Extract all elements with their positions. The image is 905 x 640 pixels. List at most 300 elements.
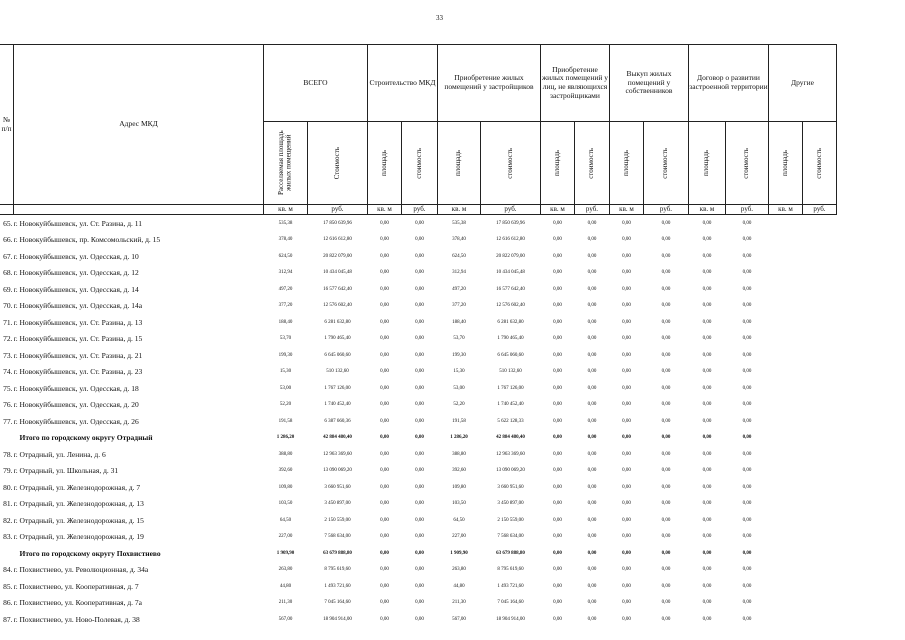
row-number: 77. <box>3 416 13 426</box>
row-value: 2 150 559,00 <box>497 517 524 523</box>
row-value: 1 790 465,40 <box>497 336 524 342</box>
row-value: 0,00 <box>661 237 671 243</box>
row-number: 70. <box>3 301 13 311</box>
row-address: г. Отрадный, ул. Школьная, д. 31 <box>13 466 119 476</box>
row-value: 44,80 <box>453 583 465 589</box>
row-empty-cell <box>803 545 837 562</box>
row-empty-cell <box>803 380 837 397</box>
row-value: 0,00 <box>380 451 389 457</box>
row-value: 0,00 <box>661 253 671 259</box>
row-value: 0,00 <box>587 435 597 441</box>
row-empty-cell <box>803 265 837 282</box>
row-empty-cell <box>769 463 803 480</box>
row-value: 0,00 <box>415 468 424 474</box>
row-value: 0,00 <box>553 385 562 391</box>
unit-area: кв. м <box>610 205 644 215</box>
row-value: 0,00 <box>415 369 424 375</box>
unit-area: кв. м <box>368 205 402 215</box>
subtotal-row <box>0 545 837 562</box>
row-value: 0,00 <box>415 303 424 309</box>
row-value: 0,00 <box>622 270 631 276</box>
header-group-developers: Приобретение жилых помещений у застройщиков <box>438 45 541 122</box>
row-empty-cell <box>769 446 803 463</box>
row-value: 0,00 <box>553 435 562 441</box>
row-value: 18 904 914,00 <box>323 616 352 622</box>
row-value: 0,00 <box>415 220 424 226</box>
row-value: 0,00 <box>742 220 752 226</box>
row-value: 0,00 <box>702 270 712 276</box>
row-value: 7 568 634,00 <box>324 534 351 540</box>
row-value: 52,20 <box>453 402 465 408</box>
table-row <box>0 232 837 249</box>
row-value: 188,40 <box>452 319 466 325</box>
units-blank <box>14 205 264 215</box>
row-value: 7 568 634,00 <box>497 534 524 540</box>
table-body <box>0 215 837 628</box>
row-value: 0,00 <box>622 501 631 507</box>
table-row <box>0 446 837 463</box>
row-value: 0,00 <box>380 270 389 276</box>
row-value: 0,00 <box>742 468 752 474</box>
row-value: 0,00 <box>622 616 631 622</box>
row-value: 199,30 <box>278 352 293 358</box>
row-empty-cell <box>769 314 803 331</box>
row-value: 3 660 951,60 <box>497 484 524 490</box>
row-value: 0,00 <box>415 501 424 507</box>
row-value: 1 493 721,60 <box>497 583 524 589</box>
row-value: 13 090 069,20 <box>496 468 525 474</box>
row-empty-cell <box>769 430 803 447</box>
row-value: 64,50 <box>453 517 465 523</box>
header-group-total: ВСЕГО <box>264 45 368 122</box>
row-empty-cell <box>803 463 837 480</box>
row-value: 18 904 914,00 <box>496 616 525 622</box>
row-value: 0,00 <box>380 369 389 375</box>
row-value: 0,00 <box>380 600 389 606</box>
row-value: 0,00 <box>661 501 671 507</box>
row-value: 0,00 <box>380 567 389 573</box>
row-value: 0,00 <box>553 336 562 342</box>
row-number: 68. <box>3 268 13 278</box>
row-value: 0,00 <box>587 270 597 276</box>
row-value: 103,50 <box>278 501 293 507</box>
table-row <box>0 248 837 265</box>
row-value: 0,00 <box>622 435 631 441</box>
row-value: 7 045 164,60 <box>497 600 524 606</box>
unit-rub: руб. <box>481 205 541 215</box>
row-value: 0,00 <box>622 385 631 391</box>
row-value: 0,00 <box>587 418 597 424</box>
row-value: 0,00 <box>702 501 712 507</box>
row-value: 0,00 <box>702 583 712 589</box>
row-value: 0,00 <box>415 286 424 292</box>
row-empty-cell <box>769 248 803 265</box>
row-value: 3 450 897,00 <box>497 501 524 507</box>
row-value: 12 963 369,60 <box>496 451 525 457</box>
row-value: 0,00 <box>742 369 752 375</box>
row-value: 0,00 <box>661 418 671 424</box>
row-value: 53,00 <box>279 385 292 391</box>
row-empty-cell <box>769 281 803 298</box>
row-number: 71. <box>3 317 13 327</box>
row-value: 0,00 <box>742 517 752 523</box>
row-value: 0,00 <box>742 451 752 457</box>
row-value: 0,00 <box>553 418 562 424</box>
row-value: 0,00 <box>702 402 712 408</box>
row-value: 0,00 <box>622 402 631 408</box>
row-value: 0,00 <box>661 402 671 408</box>
subtotal-label: Итого по городскому округу Похвистнево <box>19 548 161 558</box>
row-value: 392,60 <box>452 468 466 474</box>
row-value: 0,00 <box>661 600 671 606</box>
row-value: 0,00 <box>553 402 562 408</box>
row-value: 0,00 <box>553 501 562 507</box>
row-value: 0,00 <box>380 303 389 309</box>
row-value: 0,00 <box>742 484 752 490</box>
row-value: 0,00 <box>702 534 712 540</box>
unit-area: кв. м <box>541 205 575 215</box>
row-value: 7 045 164,60 <box>324 600 351 606</box>
row-value: 0,00 <box>622 253 631 259</box>
table-row <box>0 397 837 414</box>
row-value: 0,00 <box>553 583 562 589</box>
row-value: 0,00 <box>742 616 752 622</box>
row-value: 1 909,90 <box>276 550 295 556</box>
row-value: 0,00 <box>415 352 424 358</box>
subtotal-row <box>0 430 837 447</box>
row-value: 0,00 <box>553 270 562 276</box>
row-value: 20 822 079,00 <box>323 253 352 259</box>
row-value: 0,00 <box>380 385 389 391</box>
row-value: 0,00 <box>702 484 712 490</box>
row-value: 0,00 <box>742 286 752 292</box>
row-value: 0,00 <box>415 616 424 622</box>
row-value: 0,00 <box>702 567 712 573</box>
row-value: 1 493 721,60 <box>324 583 351 589</box>
row-number: 83. <box>3 532 13 542</box>
table-row <box>0 314 837 331</box>
row-value: 0,00 <box>553 352 562 358</box>
row-value: 1 286,20 <box>450 435 468 441</box>
row-empty-cell <box>803 347 837 364</box>
header-sub-cost: стоимость <box>803 122 837 205</box>
row-value: 0,00 <box>553 369 562 375</box>
row-value: 0,00 <box>661 286 671 292</box>
row-value: 0,00 <box>702 352 712 358</box>
row-value: 0,00 <box>380 484 389 490</box>
row-value: 0,00 <box>742 435 752 441</box>
row-value: 109,80 <box>278 484 293 490</box>
row-value: 0,00 <box>622 567 631 573</box>
row-value: 0,00 <box>415 550 424 556</box>
header-group-construction: Строительство МКД <box>368 45 438 122</box>
row-value: 0,00 <box>380 220 389 226</box>
row-value: 0,00 <box>661 385 671 391</box>
row-address: г. Новокуйбышевск, ул. Ст. Разина, д. 13 <box>13 317 143 327</box>
row-value: 0,00 <box>702 303 712 309</box>
row-value: 0,00 <box>742 567 752 573</box>
row-value: 6 281 632,80 <box>324 319 351 325</box>
row-value: 0,00 <box>742 501 752 507</box>
row-value: 0,00 <box>553 220 562 226</box>
row-value: 0,00 <box>587 484 597 490</box>
row-empty-cell <box>803 397 837 414</box>
header-sub-total-cost: Стоимость <box>308 122 368 205</box>
row-value: 0,00 <box>661 352 671 358</box>
header-group-other: Другие <box>769 45 837 122</box>
row-empty-cell <box>803 479 837 496</box>
table-row <box>0 529 837 546</box>
row-address: г. Новокуйбышевск, пр. Комсомольский, д. 15 <box>13 235 161 245</box>
row-value: 0,00 <box>661 534 671 540</box>
row-value: 0,00 <box>553 286 562 292</box>
row-value: 624,50 <box>278 253 293 259</box>
row-value: 0,00 <box>661 567 671 573</box>
row-number: 82. <box>3 515 13 525</box>
row-value: 0,00 <box>380 550 389 556</box>
row-value: 0,00 <box>622 550 631 556</box>
units-blank <box>0 205 14 215</box>
row-value: 0,00 <box>622 336 631 342</box>
row-address: г. Новокуйбышевск, ул. Одесская, д. 10 <box>13 251 139 261</box>
row-value: 10 434 045,48 <box>323 270 352 276</box>
row-value: 0,00 <box>702 517 712 523</box>
row-number: 85. <box>3 581 13 591</box>
row-value: 12 576 602,40 <box>496 303 525 309</box>
row-value: 0,00 <box>742 418 752 424</box>
row-address: г. Похвистнево, ул. Ново-Полевая, д. 38 <box>13 614 140 624</box>
row-value: 0,00 <box>380 616 389 622</box>
row-value: 0,00 <box>415 237 424 243</box>
row-value: 0,00 <box>702 286 712 292</box>
header-sub-cost: стоимость <box>481 122 541 205</box>
row-empty-cell <box>769 298 803 315</box>
row-address: г. Отрадный, ул. Ленина, д. 6 <box>13 449 106 459</box>
row-value: 0,00 <box>702 550 712 556</box>
row-value: 0,00 <box>622 534 631 540</box>
row-value: 0,00 <box>587 616 597 622</box>
row-value: 0,00 <box>553 616 562 622</box>
row-value: 0,00 <box>415 336 424 342</box>
row-number: 75. <box>3 383 13 393</box>
row-value: 263,80 <box>278 567 293 573</box>
table-row <box>0 380 837 397</box>
row-value: 15,30 <box>279 369 292 375</box>
row-value: 0,00 <box>661 583 671 589</box>
row-value: 53,70 <box>279 336 292 342</box>
row-address: г. Новокуйбышевск, ул. Одесская, д. 14 <box>13 284 139 294</box>
row-empty-cell <box>769 397 803 414</box>
row-value: 0,00 <box>380 286 389 292</box>
unit-rub: руб. <box>575 205 610 215</box>
row-empty-cell <box>769 479 803 496</box>
row-value: 0,00 <box>702 600 712 606</box>
row-empty-cell <box>803 314 837 331</box>
row-empty-cell <box>769 215 803 232</box>
row-value: 0,00 <box>415 451 424 457</box>
row-empty-cell <box>803 413 837 430</box>
row-value: 388,80 <box>452 451 466 457</box>
row-value: 377,20 <box>278 303 293 309</box>
header-sub-cost: стоимость <box>402 122 438 205</box>
row-empty-cell <box>803 446 837 463</box>
row-value: 199,30 <box>452 352 466 358</box>
row-empty-cell <box>769 347 803 364</box>
row-value: 263,80 <box>452 567 466 573</box>
table-row <box>0 595 837 612</box>
row-value: 0,00 <box>553 303 562 309</box>
row-value: 8 795 619,60 <box>497 567 524 573</box>
row-value: 0,00 <box>661 451 671 457</box>
row-value: 0,00 <box>380 237 389 243</box>
row-address: г. Отрадный, ул. Железнодорожная, д. 7 <box>13 482 141 492</box>
unit-rub: руб. <box>803 205 837 215</box>
header-sub-area: площадь <box>610 122 644 205</box>
row-address: г. Новокуйбышевск, ул. Одесская, д. 18 <box>13 383 139 393</box>
row-value: 0,00 <box>622 418 631 424</box>
row-number: 72. <box>3 334 13 344</box>
row-address: г. Новокуйбышевск, ул. Одесская, д. 26 <box>13 416 139 426</box>
row-value: 0,00 <box>415 253 424 259</box>
header-sub-area: площадь <box>541 122 575 205</box>
row-value: 12 576 602,40 <box>323 303 352 309</box>
row-value: 0,00 <box>702 451 712 457</box>
table-row <box>0 479 837 496</box>
row-value: 0,00 <box>587 369 597 375</box>
header-sub-area: площадь <box>689 122 726 205</box>
row-value: 312,94 <box>452 270 466 276</box>
row-value: 0,00 <box>380 402 389 408</box>
row-value: 16 577 642,40 <box>496 286 525 292</box>
row-value: 0,00 <box>742 385 752 391</box>
row-value: 0,00 <box>622 583 631 589</box>
unit-rub: руб. <box>726 205 769 215</box>
row-value: 0,00 <box>661 369 671 375</box>
row-empty-cell <box>769 562 803 579</box>
row-value: 510 132,60 <box>326 369 349 375</box>
row-empty-cell <box>803 611 837 628</box>
row-value: 8 795 619,60 <box>324 567 351 573</box>
row-value: 0,00 <box>622 303 631 309</box>
row-value: 6 387 660,36 <box>324 418 351 424</box>
row-value: 0,00 <box>587 517 597 523</box>
row-value: 0,00 <box>587 237 597 243</box>
row-empty-cell <box>769 578 803 595</box>
row-value: 103,50 <box>452 501 466 507</box>
row-value: 0,00 <box>415 435 424 441</box>
row-value: 0,00 <box>702 237 712 243</box>
row-value: 52,20 <box>279 402 292 408</box>
row-value: 0,00 <box>587 451 597 457</box>
row-value: 0,00 <box>702 468 712 474</box>
row-value: 0,00 <box>702 616 712 622</box>
row-value: 0,00 <box>661 303 671 309</box>
row-value: 0,00 <box>587 600 597 606</box>
row-value: 0,00 <box>380 336 389 342</box>
row-value: 0,00 <box>702 319 712 325</box>
row-number: 79. <box>3 466 13 476</box>
row-value: 0,00 <box>661 336 671 342</box>
row-value: 0,00 <box>622 369 631 375</box>
row-value: 109,80 <box>452 484 466 490</box>
row-number: 84. <box>3 565 13 575</box>
row-empty-cell <box>803 298 837 315</box>
row-number: 86. <box>3 598 13 608</box>
row-value: 0,00 <box>661 435 671 441</box>
header-sub-area: площадь <box>769 122 803 205</box>
row-empty-cell <box>769 611 803 628</box>
row-number: 69. <box>3 284 13 294</box>
row-value: 0,00 <box>553 484 562 490</box>
unit-rub: руб. <box>644 205 689 215</box>
row-value: 377,20 <box>452 303 466 309</box>
row-value: 0,00 <box>587 253 597 259</box>
row-value: 227,00 <box>278 534 293 540</box>
header-sub-cost: стоимость <box>644 122 689 205</box>
header-group-non-developers: Приобретение жилых помещений у лиц, не являющихся застройщиками <box>541 45 610 122</box>
row-address: г. Отрадный, ул. Железнодорожная, д. 13 <box>13 499 144 509</box>
row-address: г. Новокуйбышевск, ул. Ст. Разина, д. 11 <box>13 218 143 228</box>
header-sub-cost: стоимость <box>726 122 769 205</box>
row-value: 0,00 <box>587 336 597 342</box>
row-value: 64,50 <box>279 517 292 523</box>
row-value: 0,00 <box>622 237 631 243</box>
row-value: 0,00 <box>661 468 671 474</box>
row-value: 0,00 <box>587 534 597 540</box>
row-number: 87. <box>3 614 13 624</box>
table-row <box>0 364 837 381</box>
row-value: 188,40 <box>278 319 293 325</box>
row-value: 567,00 <box>278 616 293 622</box>
row-address: г. Новокуйбышевск, ул. Ст. Разина, д. 15 <box>13 334 143 344</box>
row-value: 0,00 <box>661 270 671 276</box>
row-empty-cell <box>803 364 837 381</box>
row-value: 0,00 <box>587 583 597 589</box>
row-value: 0,00 <box>587 286 597 292</box>
row-empty-cell <box>803 512 837 529</box>
header-address: Адрес МКД <box>14 45 264 205</box>
row-number: 76. <box>3 400 13 410</box>
row-value: 191,58 <box>278 418 293 424</box>
row-value: 0,00 <box>415 567 424 573</box>
row-value: 0,00 <box>415 270 424 276</box>
resettlement-table <box>0 44 837 628</box>
row-value: 0,00 <box>622 468 631 474</box>
row-empty-cell <box>769 512 803 529</box>
row-value: 0,00 <box>587 468 597 474</box>
row-value: 0,00 <box>622 319 631 325</box>
unit-area: кв. м <box>769 205 803 215</box>
row-value: 63 679 888,80 <box>323 550 352 556</box>
header-num: № п/п <box>0 45 14 205</box>
row-value: 0,00 <box>742 352 752 358</box>
row-value: 1 790 465,40 <box>324 336 351 342</box>
row-value: 6 645 060,60 <box>324 352 351 358</box>
row-value: 44,80 <box>279 583 292 589</box>
row-address: г. Новокуйбышевск, ул. Одесская, д. 14а <box>13 301 143 311</box>
row-value: 0,00 <box>742 583 752 589</box>
row-empty-cell <box>769 413 803 430</box>
row-empty-cell <box>803 281 837 298</box>
row-empty-cell <box>769 496 803 513</box>
row-value: 535,38 <box>452 220 466 226</box>
row-value: 53,00 <box>453 385 465 391</box>
row-value: 0,00 <box>553 550 562 556</box>
row-value: 0,00 <box>415 600 424 606</box>
row-value: 0,00 <box>622 286 631 292</box>
row-value: 0,00 <box>380 435 389 441</box>
row-value: 0,00 <box>415 319 424 325</box>
